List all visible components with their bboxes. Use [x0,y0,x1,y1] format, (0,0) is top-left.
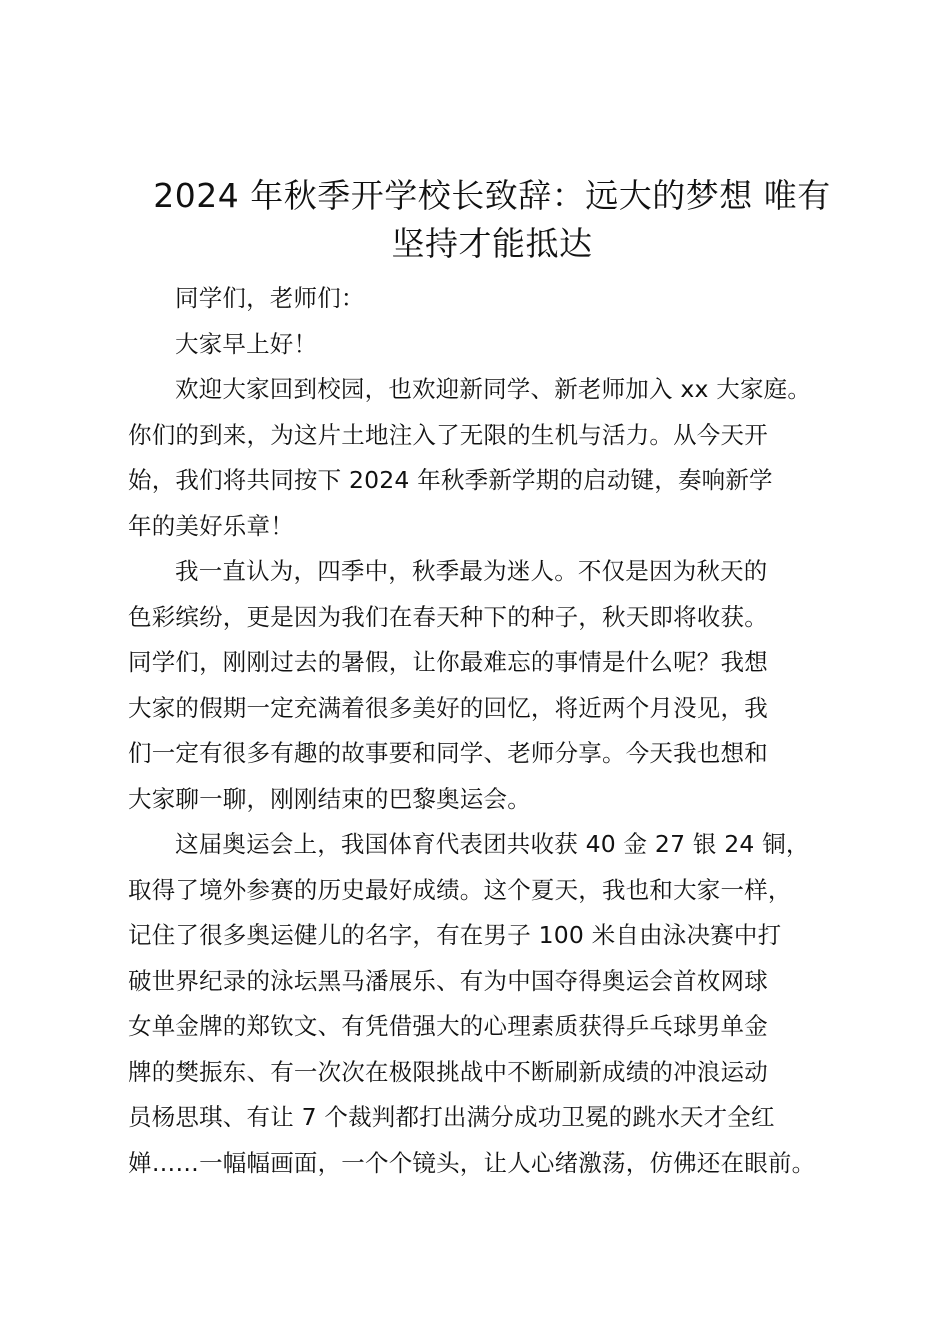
autumn-paragraph [128,549,856,822]
document-title [128,172,856,268]
text-line: 大家的假期一定充满着很多美好的回忆，将近两个月没见，我 [128,693,768,722]
text-line: 这届奥运会上，我国体育代表团共收获 40 金 27 银 24 铜， [175,830,810,858]
text-line: 们一定有很多有趣的故事要和同学、老师分享。今天我也想和 [128,739,768,767]
text-line: 大家早上好！ [175,329,318,358]
text-line: 色彩缤纷，更是因为我们在春天种下的种子，秋天即将收获。 [128,602,768,631]
title-line: 坚持才能抵达 [391,224,593,263]
text-line: 同学们，老师们： [175,284,365,312]
morning-greeting-paragraph [128,322,856,368]
text-line: 取得了境外参赛的历史最好成绩。这个夏天，我也和大家一样， [128,875,792,904]
title-line: 2024 年秋季开学校长致辞：远大的梦想 唯有 [153,176,831,215]
text-line: 牌的樊振东、有一次次在极限挑战中不断刷新成绩的冲浪运动 [128,1057,768,1086]
greeting-paragraph [128,276,856,322]
document-page [128,172,856,1186]
text-line: 同学们，刚刚过去的暑假，让你最难忘的事情是什么呢？我想 [128,648,768,676]
text-line: 始，我们将共同按下 2024 年秋季新学期的启动键，奏响新学 [128,466,773,494]
text-line: 婵……一幅幅画面，一个个镜头，让人心绪激荡，仿佛还在眼前。 [128,1148,816,1177]
text-line: 欢迎大家回到校园，也欢迎新同学、新老师加入 xx 大家庭。 [175,375,812,403]
text-line: 大家聊一聊，刚刚结束的巴黎奥运会。 [128,784,531,813]
text-line: 我一直认为，四季中，秋季最为迷人。不仅是因为秋天的 [175,557,768,585]
document-body [128,276,856,1186]
text-line: 女单金牌的郑钦文、有凭借强大的心理素质获得乒乓球男单金 [128,1012,768,1040]
text-line: 年的美好乐章！ [128,511,294,540]
text-line: 记住了很多奥运健儿的名字，有在男子 100 米自由泳决赛中打 [128,921,782,949]
text-line: 破世界纪录的泳坛黑马潘展乐、有为中国夺得奥运会首枚网球 [128,966,768,995]
welcome-paragraph [128,367,856,549]
text-line: 员杨思琪、有让 7 个裁判都打出满分成功卫冕的跳水天才全红 [128,1103,775,1131]
olympics-paragraph [128,822,856,1186]
text-line: 你们的到来，为这片土地注入了无限的生机与活力。从今天开 [128,420,768,449]
